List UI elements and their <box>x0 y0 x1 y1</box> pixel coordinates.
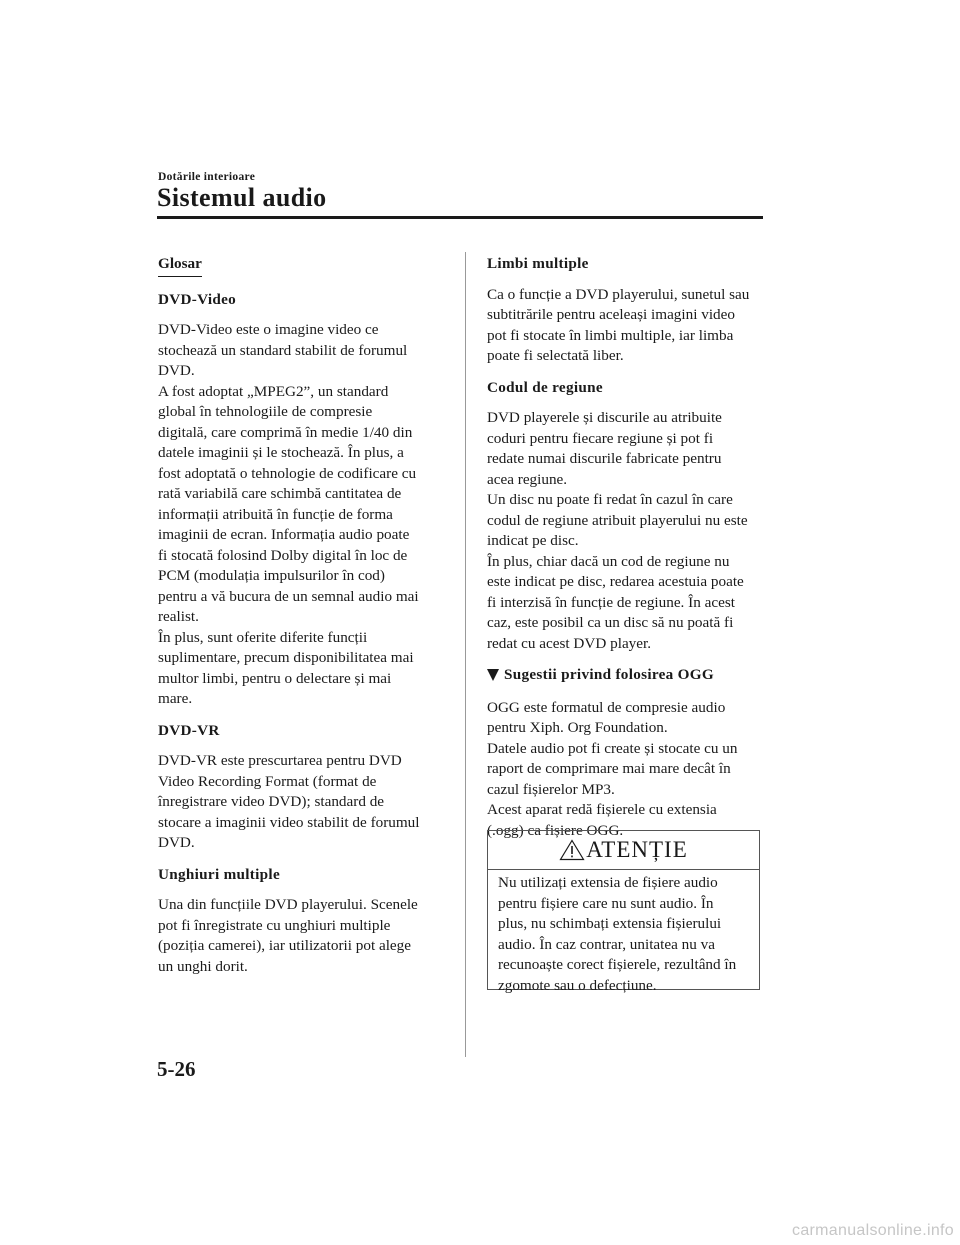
text-line: În plus, chiar dacă un cod de regiune nu <box>487 552 730 570</box>
term-dvd-video: DVD-Video <box>158 290 237 308</box>
text-line: Nu utilizați extensia de fișiere audio <box>498 874 718 891</box>
region-code-description <box>487 408 763 654</box>
text-line: poate fi selectată liber. <box>487 347 624 364</box>
text-line: cazul fișierelor MP3. <box>487 780 615 798</box>
text-line: stochează un standard stabilit de forumul <box>158 341 408 359</box>
text-line: este indicat pe disc, redarea acestuia poate <box>487 573 744 590</box>
text-line: Una din funcțiile DVD playerului. Scenele <box>158 896 418 913</box>
caution-title: ATENȚIE <box>586 837 688 862</box>
text-line: raport de comprimare mai mare decât în <box>487 760 731 777</box>
text-line: realist. <box>158 608 199 625</box>
dvd-vr-description <box>158 751 448 854</box>
text-line: mare. <box>158 690 193 707</box>
term-region-code: Codul de regiune <box>487 378 603 396</box>
title-rule <box>157 216 763 219</box>
text-line: În plus, sunt oferite diferite funcții <box>158 628 368 646</box>
left-column <box>158 254 448 988</box>
page-title: Sistemul audio <box>157 183 327 212</box>
text-line: DVD. <box>158 362 195 379</box>
text-line: subtitrările pentru aceleași imagini video <box>487 306 735 323</box>
text-line: înregistrare video DVD); standard de <box>158 793 385 810</box>
text-line: pentru Xiph. Org Foundation. <box>487 719 668 736</box>
text-line: plus, nu schimbați extensia fișierului <box>498 915 722 932</box>
text-line: indicat pe disc. <box>487 532 579 549</box>
ogg-tips-heading-text: Sugestii privind folosirea OGG <box>504 666 714 683</box>
term-multi-language: Limbi multiple <box>487 255 589 272</box>
text-line: caz, este posibil ca un disc să nu poată fi <box>487 614 734 631</box>
text-line: fost adoptată o tehnologie de codificare cu <box>158 464 417 482</box>
text-line: Acest aparat redă fișierele cu extensia <box>487 801 717 818</box>
text-line: A fost adoptat „MPEG2”, un standard <box>158 382 389 400</box>
warning-triangle-icon <box>559 839 585 861</box>
text-line: DVD-VR este prescurtarea pentru DVD <box>158 752 402 769</box>
ogg-tips-heading <box>487 665 763 686</box>
text-line: pentru a vă bucura de un semnal audio mai <box>158 587 419 605</box>
text-line: Ca o funcție a DVD playerului, sunetul sau <box>487 285 750 303</box>
glossary-heading: Glosar <box>158 254 202 277</box>
caution-header <box>488 831 759 870</box>
term-multi-angle: Unghiuri multiple <box>158 865 280 883</box>
text-line: PCM (modulația impulsurilor în cod) <box>158 567 385 584</box>
text-line: DVD playerele și discurile au atribuite <box>487 409 722 426</box>
text-line: suplimentare, precum disponibilitatea mai <box>158 649 414 666</box>
page-number: 5-26 <box>157 1057 196 1081</box>
text-line: DVD. <box>158 834 195 851</box>
text-line: codul de regiune atribuit playerului nu este <box>487 511 748 529</box>
text-line: (.ogg) ca fișiere OGG. <box>487 821 624 839</box>
text-line: redat cu acest DVD player. <box>487 634 652 652</box>
caution-box <box>487 830 760 994</box>
text-line: fi interzisă în funcție de regiune. În acest <box>487 593 735 611</box>
dvd-video-description <box>158 320 448 710</box>
text-line: multor limbi, pentru o delectare și mai <box>158 669 392 687</box>
text-line: pot fi stocate în limbi multiple, iar limba <box>487 326 734 344</box>
section-label: Dotările interioare <box>158 171 256 183</box>
text-line: pot fi înregistrate cu unghiuri multiple <box>158 916 391 934</box>
text-line: Un disc nu poate fi redat în cazul în care <box>487 491 733 508</box>
text-line: redate numai discurile fabricate pentru <box>487 450 722 467</box>
text-line: un unghi dorit. <box>158 957 248 975</box>
right-column <box>487 254 763 852</box>
text-line: imaginii de ecran. Informația audio poate <box>158 526 410 543</box>
multi-angle-description <box>158 895 448 977</box>
text-line: datele imaginii și le stochează. În plus, a <box>158 444 404 461</box>
text-line: Video Recording Format (format de <box>158 772 377 790</box>
text-line: rată variabilă care schimbă cantitatea de <box>158 485 402 502</box>
term-dvd-vr: DVD-VR <box>158 721 220 739</box>
text-line: fi stocată folosind Dolby digital în loc de <box>158 546 408 564</box>
text-line: global în tehnologiile de compresie <box>158 403 373 420</box>
text-line: DVD-Video este o imagine video ce <box>158 321 379 338</box>
text-line: recunoaște corect fișierele, rezultând în <box>498 956 737 973</box>
text-line: digitală, care comprimă în medie 1/40 din <box>158 423 413 441</box>
watermark: carmanualsonline.info <box>792 1222 954 1239</box>
text-line: (poziția camerei), iar utilizatorii pot alege <box>158 937 412 954</box>
text-line: acea regiune. <box>487 470 568 488</box>
text-line: Datele audio pot fi create și stocate cu un <box>487 739 738 757</box>
text-line: informații atribuită în funcție de forma <box>158 505 393 523</box>
text-line: stocare a imaginii video stabilit de forumul <box>158 813 420 831</box>
text-line: OGG este formatul de compresie audio <box>487 698 726 716</box>
text-line: zgomote sau o defecțiune. <box>498 976 657 994</box>
ogg-tips-description <box>487 698 763 842</box>
caution-text <box>498 873 754 996</box>
text-line: coduri pentru fiecare regiune și pot fi <box>487 429 714 447</box>
column-divider <box>465 252 466 1057</box>
text-line: audio. În caz contrar, unitatea nu va <box>498 935 715 953</box>
multi-language-description <box>487 285 763 367</box>
triangle-down-icon <box>487 669 499 681</box>
text-line: pentru fișiere care nu sunt audio. În <box>498 894 714 912</box>
